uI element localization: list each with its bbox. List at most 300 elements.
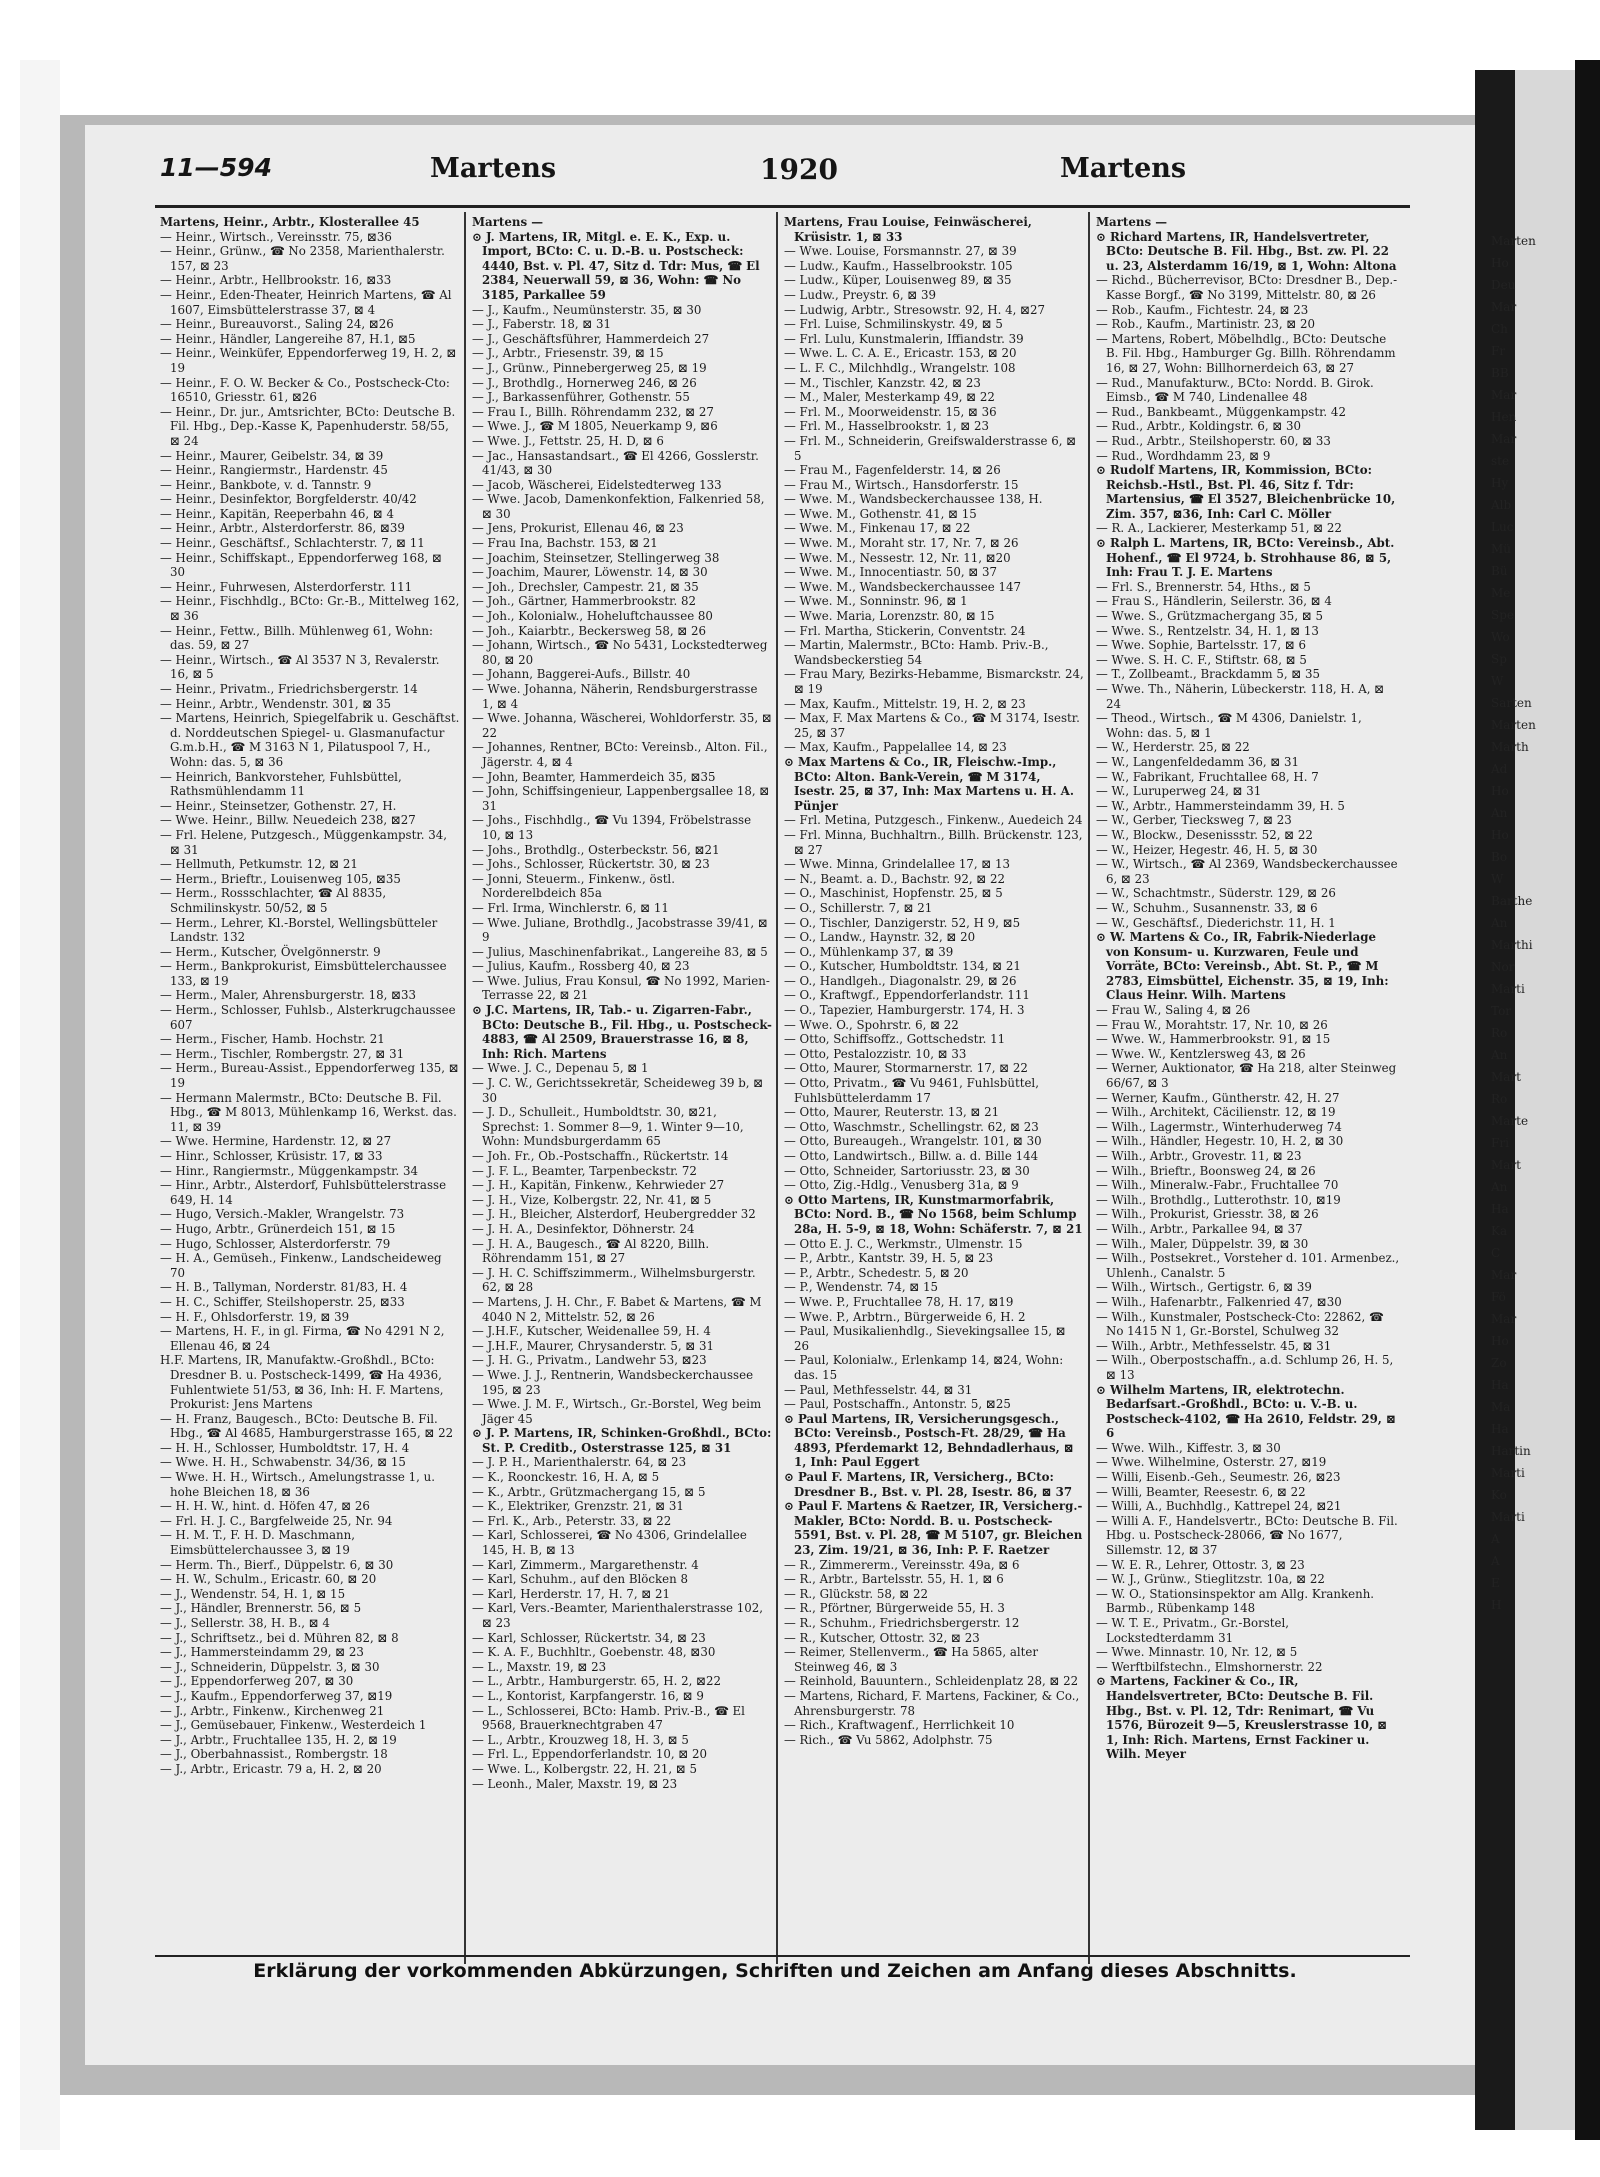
directory-entry: — W. T. E., Privatm., Gr.-Borstel, Lockstedterdamm 31 — [1096, 1616, 1290, 1645]
directory-entry: — Otto, Schneider, Sartoriusstr. 23, ⊠ 30 — [784, 1163, 1030, 1178]
adjacent-page-fragment: An — [1491, 1048, 1508, 1062]
adjacent-page-fragment: Fö — [1491, 1290, 1506, 1304]
directory-entry: — P., Wendenstr. 74, ⊠ 15 — [784, 1280, 939, 1295]
directory-entry: — Wwe. J., Fettstr. 25, H. D, ⊠ 6 — [472, 433, 664, 448]
adjacent-page-fragment: Deu — [1491, 278, 1516, 292]
directory-entry: — Johs., Brothdlg., Osterbeckstr. 56, ⊠21 — [472, 842, 720, 857]
adjacent-page-fragment: Mar — [1491, 300, 1517, 314]
directory-entry: — J., Schneiderin, Düppelstr. 3, ⊠ 30 — [160, 1659, 380, 1674]
directory-entry: — Jac., Hansastandsart., ☎ El 4266, Gosslerstr. 41/43, ⊠ 30 — [472, 448, 759, 478]
adjacent-page-fragment: Sarten — [1491, 696, 1532, 710]
directory-entry: — Heinr., Eden-Theater, Heinrich Martens, ☎ Al 1607, Eimsbüttelerstrasse 37, ⊠ 4 — [160, 287, 452, 317]
directory-entry: — Wilh., Oberpostschaffn., a.d. Schlump 26, H. 5, ⊠ 13 — [1096, 1353, 1394, 1382]
directory-entry: — Frl. S., Brennerstr. 54, Hths., ⊠ 5 — [1096, 579, 1311, 594]
directory-entry: — Wwe. Th., Näherin, Lübeckerstr. 118, H. A, ⊠ 24 — [1096, 682, 1385, 711]
directory-entry: — Wwe. S., Grützmachergang 35, ⊠ 5 — [1096, 609, 1323, 624]
directory-entry: — Karl, Herderstr. 17, H. 7, ⊠ 21 — [472, 1586, 670, 1601]
directory-entry: — Wwe. Sophie, Bartelsstr. 17, ⊠ 6 — [1096, 638, 1307, 653]
directory-entry: — J., Barkassenführer, Gothenstr. 55 — [472, 390, 690, 405]
directory-entry: — Frau Mary, Bezirks-Hebamme, Bismarckstr. 24, ⊠ 19 — [784, 667, 1084, 696]
directory-entry: — Karl, Schlosserei, ☎ No 4306, Grindelallee 145, H. B, ⊠ 13 — [472, 1528, 747, 1558]
directory-entry: — Rud., Manufakturw., BCto: Nordd. B. Girok. Eimsb., ☎ M 740, Lindenallee 48 — [1096, 375, 1374, 405]
adjacent-page-fragment: Mar — [1491, 388, 1517, 402]
directory-entry: — J., Hammersteindamm 29, ⊠ 23 — [160, 1645, 364, 1660]
directory-entry: — Otto, Waschmstr., Schellingstr. 62, ⊠ 23 — [784, 1119, 1039, 1134]
adjacent-page-fragment: Bü — [1491, 564, 1508, 578]
directory-entry: — N., Beamt. a. D., Bachstr. 92, ⊠ 22 — [784, 871, 1005, 886]
directory-entry: — J.H.F., Maurer, Chrysanderstr. 5, ⊠ 31 — [472, 1338, 714, 1353]
directory-entry: — Heinr., Arbtr., Hellbrookstr. 16, ⊠33 — [160, 273, 392, 288]
directory-entry: — Herm., Kutscher, Övelgönnerstr. 9 — [160, 944, 381, 959]
directory-entry: — J. H. G., Privatm., Landwehr 53, ⊠23 — [472, 1353, 707, 1368]
directory-entry: — Wwe. M., Sonninstr. 96, ⊠ 1 — [784, 594, 968, 609]
adjacent-page-fragment: Mü — [1491, 542, 1512, 556]
adjacent-page-fragment: An — [1491, 1180, 1508, 1194]
directory-entry: — Heinr., Kapitän, Reeperbahn 46, ⊠ 4 — [160, 506, 395, 521]
adjacent-page-fragment: C — [1491, 1246, 1501, 1260]
directory-entry: — Herm., Rossschlachter, ☎ Al 8835, Schmilinskystr. 50/52, ⊠ 5 — [160, 886, 387, 915]
directory-entry: — Hinr., Rangiermstr., Müggenkampstr. 34 — [160, 1163, 419, 1178]
directory-entry: — Johs., Schlosser, Rückertstr. 30, ⊠ 23 — [472, 857, 710, 872]
directory-entry: — Otto, Bureaugeh., Wrangelstr. 101, ⊠ 30 — [784, 1134, 1042, 1149]
directory-entry: — W., Wirtsch., ☎ Al 2369, Wandsbeckerchaussee 6, ⊠ 23 — [1096, 857, 1398, 886]
directory-entry: — K., Elektriker, Grenzstr. 21, ⊠ 31 — [472, 1499, 684, 1514]
directory-entry: — Heinr., Fischhdlg., BCto: Gr.-B., Mittelweg 162, ⊠ 36 — [160, 594, 460, 624]
directory-entry: — Frau W., Morahtstr. 17, Nr. 10, ⊠ 26 — [1096, 1017, 1328, 1032]
directory-entry: — Herm., Bureau-Assist., Eppendorferweg 135, ⊠ 19 — [160, 1061, 459, 1091]
directory-entry: — Frl. M., Schneiderin, Greifswalderstrasse 6, ⊠ 5 — [784, 433, 1077, 463]
directory-entry: — Frl. Martha, Stickerin, Conventstr. 24 — [784, 623, 1026, 638]
directory-entry: — H. A., Gemüseh., Finkenw., Landscheideweg 70 — [160, 1251, 442, 1280]
directory-entry: — Martens, Richard, F. Martens, Fackiner, & Co., Ahrensburgerstr. 78 — [784, 1688, 1080, 1718]
directory-entry: — Joh., Gärtner, Hammerbrookstr. 82 — [472, 594, 696, 609]
directory-entry: — W., Schuhm., Susannenstr. 33, ⊠ 6 — [1096, 900, 1318, 915]
directory-entry: — Herm. Th., Bierf., Düppelstr. 6, ⊠ 30 — [160, 1557, 394, 1572]
directory-entry: — Wilh., Arbtr., Methfesselstr. 45, ⊠ 31 — [1096, 1338, 1332, 1353]
directory-entry: ⊙ J.C. Martens, IR, Tab.- u. Zigarren-Fabr., BCto: Deutsche B., Fil. Hbg., u. Postscheck-4883, ☎ Al 2509, Brauerstrasse 16, ⊠ 8, Inh: Rich. Martens — [472, 1003, 772, 1061]
directory-column-1 — [160, 215, 460, 1960]
directory-entry: — W. J., Grünw., Stieglitzstr. 10a, ⊠ 22 — [1096, 1572, 1325, 1587]
directory-entry: — Wwe. Heinr., Billw. Neuedeich 238, ⊠27 — [160, 813, 416, 828]
directory-entry: — J., Eppendorferweg 207, ⊠ 30 — [160, 1674, 354, 1689]
column-divider-3 — [1088, 212, 1090, 1964]
directory-entry: — W., Blockw., Desenissstr. 52, ⊠ 22 — [1096, 827, 1313, 842]
directory-entry: — Wwe. O., Spohrstr. 6, ⊠ 22 — [784, 1017, 959, 1032]
directory-entry: — Karl, Vers.-Beamter, Marienthalerstrasse 102, ⊠ 23 — [472, 1601, 764, 1630]
directory-entry: — Jens, Prokurist, Ellenau 46, ⊠ 23 — [472, 521, 684, 536]
directory-entry: — Wilh., Hafenarbtr., Falkenried 47, ⊠30 — [1096, 1294, 1342, 1309]
directory-entry: — Martens, H. F., in gl. Firma, ☎ No 4291 N 2, Ellenau 46, ⊠ 24 — [160, 1324, 445, 1353]
directory-entry: — L., Schlosserei, BCto: Hamb. Priv.-B., ☎ El 9568, Brauerknechtgraben 47 — [472, 1703, 745, 1733]
adjacent-page-fragment: W — [1491, 872, 1504, 886]
directory-entry: — Wwe. Juliane, Brothdlg., Jacobstrasse 39/41, ⊠ 9 — [472, 915, 768, 945]
adjacent-page-fragment: Marte — [1491, 1114, 1529, 1128]
directory-entry: — Joh., Drechsler, Campestr. 21, ⊠ 35 — [472, 579, 699, 594]
directory-entry: — R., Kutscher, Ottostr. 32, ⊠ 23 — [784, 1630, 980, 1645]
directory-entry: — Frau M., Fagenfelderstr. 14, ⊠ 26 — [784, 463, 1001, 478]
directory-entry: — Hugo, Schlosser, Alsterdorferstr. 79 — [160, 1236, 391, 1251]
directory-entry: — Rud., Arbtr., Steilshoperstr. 60, ⊠ 33 — [1096, 433, 1331, 448]
directory-column-4 — [1096, 215, 1401, 1960]
directory-entry: — R., Arbtr., Bartelsstr. 55, H. 1, ⊠ 6 — [784, 1572, 1004, 1587]
directory-entry: — J., Oberbahnassist., Rombergstr. 18 — [160, 1747, 388, 1762]
directory-entry: H.F. Martens, IR, Manufaktw.-Großhdl., BCto: Dresdner B. u. Postscheck-1499, ☎ Ha 4936, Fuhlentwiete 51/53, ⊠ 36, Inh: H. F. Martens, Prokurist: Jens Martens — [160, 1353, 444, 1412]
directory-entry: — W. O., Stationsinspektor am Allg. Krankenh. Barmb., Rübenkamp 148 — [1096, 1586, 1375, 1616]
adjacent-page-fragment: Sp — [1491, 652, 1507, 666]
directory-entry: — Martens, Robert, Möbelhdlg., BCto: Deutsche B. Fil. Hbg., Hamburger Gg. Billh. Röhrendamm 16, ⊠ 27, Wohn: Billhornerdeich 63, ⊠ 27 — [1096, 331, 1396, 375]
directory-entry: — Rud., Arbtr., Koldingstr. 6, ⊠ 30 — [1096, 419, 1302, 434]
directory-entry: — Wwe. W., Kentzlersweg 43, ⊠ 26 — [1096, 1046, 1306, 1061]
directory-entry: — Otto, Landwirtsch., Billw. a. d. Bille 144 — [784, 1149, 1039, 1163]
directory-entry: — Wwe. Johanna, Wäscherei, Wohldorferstr. 35, ⊠ 22 — [472, 711, 772, 740]
directory-entry: — Rud., Wordhdamm 23, ⊠ 9 — [1096, 448, 1271, 463]
directory-entry: — Frl. Lulu, Kunstmalerin, Iffiandstr. 39 — [784, 331, 1024, 346]
directory-column-3 — [784, 215, 1084, 1960]
directory-entry: Martens — — [1096, 215, 1167, 229]
directory-entry: — Wwe. J. J., Rentnerin, Wandsbeckerchaussee 195, ⊠ 23 — [472, 1367, 754, 1397]
directory-entry: — Herm., Tischler, Rombergstr. 27, ⊠ 31 — [160, 1046, 405, 1061]
directory-entry: — O., Tischler, Danzigerstr. 52, H 9, ⊠5 — [784, 915, 1021, 930]
running-head-year: 1920 — [760, 153, 838, 186]
directory-entry: — Frl. M., Hasselbrookstr. 1, ⊠ 23 — [784, 419, 989, 434]
directory-entry: — O., Mühlenkamp 37, ⊠ 39 — [784, 944, 954, 959]
directory-entry: — Wilh., Arbtr., Parkallee 94, ⊠ 37 — [1096, 1221, 1303, 1236]
directory-entry: — Wwe. W., Hammerbrookstr. 91, ⊠ 15 — [1096, 1032, 1331, 1047]
directory-entry: — P., Arbtr., Schedestr. 5, ⊠ 20 — [784, 1265, 969, 1280]
adjacent-page-fragment: Nor — [1491, 960, 1515, 974]
directory-entry: — Ludw., Preystr. 6, ⊠ 39 — [784, 287, 936, 302]
directory-entry: — Werner, Auktionator, ☎ Ha 218, alter Steinweg 66/67, ⊠ 3 — [1096, 1061, 1397, 1091]
directory-entry: — O., Maschinist, Hopfenstr. 25, ⊠ 5 — [784, 886, 1003, 901]
directory-entry: — R. A., Lackierer, Mesterkamp 51, ⊠ 22 — [1096, 521, 1342, 536]
adjacent-page-fragment: Spe — [1491, 608, 1515, 622]
directory-entry: — Frl. L., Eppendorferlandstr. 10, ⊠ 20 — [472, 1747, 708, 1762]
directory-entry: — Reimer, Stellenverm., ☎ Ha 5865, alter Steinweg 46, ⊠ 3 — [784, 1645, 1039, 1674]
directory-entry: — H. C., Schiffer, Steilshoperstr. 25, ⊠33 — [160, 1294, 405, 1309]
directory-column-2 — [472, 215, 772, 1960]
directory-entry: — Heinr., Privatm., Friedrichsbergerstr. 14 — [160, 682, 418, 696]
directory-entry: — Frl. Metina, Putzgesch., Finkenw., Auedeich 24 — [784, 813, 1083, 828]
directory-entry: — Willi, Eisenb.-Geh., Seumestr. 26, ⊠23 — [1096, 1470, 1341, 1485]
directory-entry: — W., Herderstr. 25, ⊠ 22 — [1096, 740, 1250, 755]
directory-entry: — Frau I., Billh. Röhrendamm 232, ⊠ 27 — [472, 404, 714, 419]
directory-entry: — Richd., Bücherrevisor, BCto: Dresdner B., Dep.-Kasse Borgf., ☎ No 3199, Mittelstr. 80, ⊠ 26 — [1096, 273, 1398, 302]
directory-entry: — Otto, Pestalozzistr. 10, ⊠ 33 — [784, 1046, 967, 1061]
directory-entry: — H. W., Schulm., Ericastr. 60, ⊠ 20 — [160, 1572, 377, 1587]
directory-entry: — J. P. H., Marienthalerstr. 64, ⊠ 23 — [472, 1455, 687, 1470]
adjacent-page-fragment: Ha — [1491, 1378, 1509, 1392]
directory-entry: — Karl, Schlosser, Rückertstr. 34, ⊠ 23 — [472, 1630, 706, 1645]
directory-entry: — Heinr., Dr. jur., Amtsrichter, BCto: Deutsche B. Fil. Hbg., Dep.-Kasse K, Papenhuderstr. 58/55, ⊠ 24 — [160, 404, 456, 448]
directory-entry: — Paul, Postschaffn., Antonstr. 5, ⊠25 — [784, 1397, 1011, 1412]
directory-entry: ⊙ Paul F. Martens & Raetzer, IR, Versicherg.-Makler, BCto: Nordd. B. u. Postscheck-5591, Bst. v. Pl. 28, ☎ M 5107, gr. Bleichen 23, Zim. 19/21, ⊠ 36, Inh: P. F. Raetzer — [784, 1499, 1083, 1558]
directory-entry: — Max, Kaufm., Pappelallee 14, ⊠ 23 — [784, 740, 1007, 755]
directory-entry: — Karl, Schuhm., auf den Blöcken 8 — [472, 1572, 688, 1587]
directory-entry: — J., Kaufm., Eppendorferweg 37, ⊠19 — [160, 1688, 393, 1703]
adjacent-page-fragment: Hen — [1491, 410, 1517, 424]
directory-entry: — Herm., Bankprokurist, Eimsbüttelerchaussee 133, ⊠ 19 — [160, 959, 447, 988]
directory-entry: — Rich., Kraftwagenf., Herrlichkeit 10 — [784, 1718, 1015, 1733]
directory-entry: — Leonh., Maler, Maxstr. 19, ⊠ 23 — [472, 1776, 678, 1791]
directory-entry: — Wwe. M., Innocentiastr. 50, ⊠ 37 — [784, 565, 998, 580]
directory-entry: — R., Zimmererm., Vereinsstr. 49a, ⊠ 6 — [784, 1557, 1020, 1572]
directory-entry: — Heinr., Wirtsch., Vereinsstr. 75, ⊠36 — [160, 229, 392, 244]
directory-entry: — Frl. Minna, Buchhaltrn., Billh. Brückenstr. 123, ⊠ 27 — [784, 827, 1083, 857]
directory-entry: — Wilh., Arbtr., Grovestr. 11, ⊠ 23 — [1096, 1149, 1302, 1163]
right-scan-edge — [1575, 60, 1600, 2140]
directory-entry: — H. H. W., hint. d. Höfen 47, ⊠ 26 — [160, 1499, 370, 1514]
directory-entry: — J., Brothdlg., Hornerweg 246, ⊠ 26 — [472, 375, 697, 390]
directory-entry: — Frau S., Händlerin, Seilerstr. 36, ⊠ 4 — [1096, 594, 1332, 609]
adjacent-page-fragment: Ho — [1491, 1334, 1509, 1348]
directory-entry: — W., Geschäftsf., Diederichstr. 11, H. 1 — [1096, 915, 1336, 930]
directory-entry: — H. Franz, Baugesch., BCto: Deutsche B. Fil. Hbg., ☎ Al 4685, Hamburgerstrasse 165, ⊠ 22 — [160, 1411, 454, 1441]
adjacent-page-fragment: ste — [1491, 454, 1510, 468]
adjacent-page-fragment: Ha — [1491, 1422, 1509, 1436]
adjacent-page-fragment: Luc — [1491, 520, 1514, 534]
directory-entry: — Wilh., Architekt, Cäcilienstr. 12, ⊠ 19 — [1096, 1105, 1336, 1120]
directory-entry: — Otto, Schiffsoffz., Gottschedstr. 11 — [784, 1032, 1006, 1047]
adjacent-page-fragment: Wo — [1491, 630, 1510, 644]
directory-entry: — Reinhold, Bauuntern., Schleidenplatz 28, ⊠ 22 — [784, 1674, 1079, 1689]
directory-entry: — J., Wendenstr. 54, H. 1, ⊠ 15 — [160, 1586, 346, 1601]
directory-entry: — Wilh., Händler, Hegestr. 10, H. 2, ⊠ 30 — [1096, 1134, 1344, 1149]
adjacent-page-fragment: Me — [1491, 586, 1511, 600]
directory-entry: — Jonni, Steuerm., Finkenw., östl. Norderelbdeich 85a — [472, 871, 675, 901]
directory-entry: — Paul, Kolonialw., Erlenkamp 14, ⊠24, Wohn: das. 15 — [784, 1353, 1064, 1382]
directory-entry: — R., Schuhm., Friedrichsbergerstr. 12 — [784, 1616, 1020, 1630]
directory-entry: — Heinrich, Bankvorsteher, Fuhlsbüttel, Rathsmühlendamm 11 — [160, 769, 402, 799]
directory-entry: — Frl. Irma, Winchlerstr. 6, ⊠ 11 — [472, 900, 669, 915]
directory-entry: — Otto, Maurer, Stormarnerstr. 17, ⊠ 22 — [784, 1061, 1028, 1076]
directory-entry: ⊙ Ralph L. Martens, IR, BCto: Vereinsb., Abt. Hohenf., ☎ El 9724, b. Strohhause 86, ⊠ 5, Inh: Frau T. J. E. Martens — [1096, 536, 1395, 580]
directory-entry: — J. C. W., Gerichtssekretär, Scheideweg 39 b, ⊠ 30 — [472, 1076, 764, 1105]
directory-entry: — Wilh., Prokurist, Griesstr. 38, ⊠ 26 — [1096, 1207, 1319, 1222]
directory-entry: — Wwe. Hermine, Hardenstr. 12, ⊠ 27 — [160, 1134, 392, 1149]
directory-entry: — W. E. R., Lehrer, Ottostr. 3, ⊠ 23 — [1096, 1557, 1305, 1572]
directory-entry: — J., Arbtr., Finkenw., Kirchenweg 21 — [160, 1703, 385, 1718]
directory-entry: — Wwe. Minnastr. 10, Nr. 12, ⊠ 5 — [1096, 1645, 1298, 1660]
footer-rule — [155, 1955, 1410, 1957]
directory-entry: — L. F. C., Milchhdlg., Wrangelstr. 108 — [784, 360, 1016, 375]
directory-entry: — Herm., Fischer, Hamb. Hochstr. 21 — [160, 1032, 385, 1047]
directory-entry: — O., Schillerstr. 7, ⊠ 21 — [784, 900, 933, 915]
directory-entry: — Joachim, Maurer, Löwenstr. 14, ⊠ 30 — [472, 565, 708, 580]
directory-entry: — Frl. Helene, Putzgesch., Müggenkampstr. 34, ⊠ 31 — [160, 827, 447, 857]
directory-entry: — Paul, Methfesselstr. 44, ⊠ 31 — [784, 1382, 973, 1397]
directory-entry: — K. A. F., Buchhltr., Goebenstr. 48, ⊠30 — [472, 1645, 716, 1660]
directory-entry: — Wilh., Wirtsch., Gertigstr. 6, ⊠ 39 — [1096, 1280, 1312, 1295]
adjacent-page-fragment: Ho — [1491, 828, 1509, 842]
directory-entry: — Johann, Baggerei-Aufs., Billstr. 40 — [472, 667, 691, 682]
adjacent-page-fragment: A — [1491, 1554, 1500, 1568]
directory-entry: — J.H.F., Kutscher, Weidenallee 59, H. 4 — [472, 1324, 711, 1339]
adjacent-page-fragment: Mar — [1491, 1268, 1517, 1282]
directory-entry: — Hinr., Schlosser, Krüsistr. 17, ⊠ 33 — [160, 1149, 383, 1163]
directory-entry: — Heinr., Bureauvorst., Saling 24, ⊠26 — [160, 317, 394, 332]
adjacent-page-fragment: Marthi — [1491, 938, 1533, 952]
directory-entry: — J. D., Schulleit., Humboldtstr. 30, ⊠21, Sprechst: 1. Sommer 8—9, 1. Winter 9—10, Wohn: Mundsburgerdamm 65 — [472, 1105, 744, 1149]
page-number: 11—594 — [160, 153, 272, 182]
adjacent-page-fragment: Ro — [1491, 1026, 1508, 1040]
directory-entry: — Wwe. Wilh., Kiffestr. 3, ⊠ 30 — [1096, 1440, 1281, 1455]
directory-entry: — Frau Ina, Bachstr. 153, ⊠ 21 — [472, 536, 658, 551]
directory-entry: — J. F. L., Beamter, Tarpenbeckstr. 72 — [472, 1163, 697, 1178]
directory-entry: — Karl, Zimmerm., Margarethenstr. 4 — [472, 1557, 699, 1572]
directory-entry: — Heinr., Maurer, Geibelstr. 34, ⊠ 39 — [160, 448, 384, 463]
directory-entry: — P., Arbtr., Kantstr. 39, H. 5, ⊠ 23 — [784, 1251, 994, 1266]
directory-entry: — Julius, Kaufm., Rossberg 40, ⊠ 23 — [472, 959, 690, 974]
directory-entry: — J., Händler, Brennerstr. 56, ⊠ 5 — [160, 1601, 362, 1616]
column-divider-2 — [776, 212, 778, 1964]
directory-entry: ⊙ J. P. Martens, IR, Schinken-Großhdl., BCto: St. P. Creditb., Osterstrasse 125, ⊠ 31 — [472, 1426, 772, 1455]
directory-entry: — Wwe. J., ☎ M 1805, Neuerkamp 9, ⊠6 — [472, 419, 718, 434]
directory-entry: — Frau M., Wirtsch., Hansdorferstr. 15 — [784, 477, 1019, 492]
adjacent-page-fragment: An — [1491, 806, 1508, 820]
directory-entry: — Werner, Kaufm., Güntherstr. 42, H. 27 — [1096, 1090, 1340, 1105]
directory-entry: — Herm., Maler, Ahrensburgerstr. 18, ⊠33 — [160, 988, 416, 1003]
directory-entry: — Joh., Kaiarbtr., Beckersweg 58, ⊠ 26 — [472, 623, 707, 638]
directory-entry: — Wwe. M., Moraht str. 17, Nr. 7, ⊠ 26 — [784, 536, 1019, 551]
adjacent-page-fragment: Hy — [1491, 476, 1509, 490]
directory-entry: — O., Kraftwgf., Eppendorferlandstr. 111 — [784, 988, 1030, 1003]
adjacent-page-fragment: Ho — [1491, 784, 1509, 798]
directory-entry: — Heinr., Wirtsch., ☎ Al 3537 N 3, Revalerstr. 16, ⊠ 5 — [160, 652, 440, 682]
header-rule — [155, 205, 1410, 208]
directory-entry: — Heinr., Desinfektor, Borgfelderstr. 40/42 — [160, 492, 417, 507]
page-header — [160, 153, 1410, 197]
directory-entry: — L., Arbtr., Hamburgerstr. 65, H. 2, ⊠22 — [472, 1674, 721, 1689]
directory-entry: — J., Arbtr., Ericastr. 79 a, H. 2, ⊠ 20 — [160, 1761, 382, 1776]
adjacent-page-fragment: E — [1491, 1576, 1500, 1590]
directory-entry: — Ludw., Kaufm., Hasselbrookstr. 105 — [784, 258, 1013, 273]
adjacent-page-text — [1491, 230, 1561, 2030]
directory-entry: — Heinr., Bankbote, v. d. Tannstr. 9 — [160, 477, 372, 492]
directory-entry: — J. H. C. Schiffszimmerm., Wilhelmsburgerstr. 62, ⊠ 28 — [472, 1265, 756, 1295]
directory-entry: — Wwe. J. C., Depenau 5, ⊠ 1 — [472, 1061, 649, 1076]
directory-entry: — W., Luruperweg 24, ⊠ 31 — [1096, 784, 1262, 799]
directory-entry: — Wilh., Brieftr., Boonsweg 24, ⊠ 26 — [1096, 1163, 1316, 1178]
directory-entry: Martens — — [472, 215, 543, 229]
directory-entry: — J. H., Bleicher, Alsterdorf, Heubergredder 32 — [472, 1207, 756, 1222]
adjacent-page-fragment: Mar — [1491, 432, 1517, 446]
directory-entry: — Wwe. S. H. C. F., Stiftstr. 68, ⊠ 5 — [1096, 652, 1307, 667]
column-divider-1 — [464, 212, 466, 1964]
directory-entry: — Heinr., Arbtr., Wendenstr. 301, ⊠ 35 — [160, 696, 391, 711]
directory-entry: — H. M. T., F. H. D. Maschmann, Eimsbüttelerchaussee 3, ⊠ 19 — [160, 1528, 356, 1558]
directory-entry: — Heinr., Fettw., Billh. Mühlenweg 61, Wohn: das. 59, ⊠ 27 — [160, 623, 433, 653]
directory-entry: — J., Schriftsetz., bei d. Mühren 82, ⊠ 8 — [160, 1630, 399, 1645]
adjacent-page-fragment: Ka — [1491, 1224, 1508, 1238]
directory-entry: — Wwe. Maria, Lorenzstr. 80, ⊠ 15 — [784, 609, 995, 624]
directory-entry: — Wwe. Johanna, Näherin, Rendsburgerstrasse 1, ⊠ 4 — [472, 682, 758, 711]
directory-entry: — Wwe. M., Wandsbeckerchaussee 138, H. — [784, 492, 1043, 507]
directory-entry: — Johannes, Rentner, BCto: Vereinsb., Alton. Fil., Jägerstr. 4, ⊠ 4 — [472, 740, 768, 769]
directory-entry: — Wwe. Jacob, Damenkonfektion, Falkenried 58, ⊠ 30 — [472, 492, 765, 521]
directory-entry: — Heinr., Schiffskapt., Eppendorferweg 168, ⊠ 30 — [160, 550, 442, 580]
directory-entry: — J., Arbtr., Friesenstr. 39, ⊠ 15 — [472, 346, 664, 361]
directory-entry: — R., Pförtner, Bürgerweide 55, H. 3 — [784, 1601, 1005, 1616]
adjacent-page-fragment: Mart — [1491, 1070, 1521, 1084]
directory-entry: — Heinr., Steinsetzer, Gothenstr. 27, H. — [160, 798, 397, 813]
directory-entry: — M., Tischler, Kanzstr. 42, ⊠ 23 — [784, 375, 981, 390]
directory-entry: — Otto E. J. C., Werkmstr., Ulmenstr. 15 — [784, 1236, 1023, 1251]
directory-entry: ⊙ Max Martens & Co., IR, Fleischw.-Imp., BCto: Alton. Bank-Verein, ☎ M 3174, Isestr. 25, ⊠ 37, Inh: Max Martens u. H. A. Pünjer — [784, 754, 1074, 813]
directory-entry: — W., Fabrikant, Fruchtallee 68, H. 7 — [1096, 769, 1319, 784]
adjacent-page-fragment: A — [1491, 1532, 1500, 1546]
directory-entry: — O., Landw., Haynstr. 32, ⊠ 20 — [784, 930, 976, 945]
directory-entry: — Heinr., Arbtr., Alsterdorferstr. 86, ⊠39 — [160, 521, 405, 536]
directory-entry: — H. F., Ohlsdorferstr. 19, ⊠ 39 — [160, 1309, 350, 1324]
adjacent-page-fragment: Marti — [1491, 1510, 1525, 1524]
directory-entry: — Heinr., Fuhrwesen, Alsterdorferstr. 111 — [160, 579, 413, 594]
directory-entry: — Frl. H. J. C., Bargfelweide 25, Nr. 94 — [160, 1513, 393, 1528]
directory-entry: — O., Handlgeh., Diagonalstr. 29, ⊠ 26 — [784, 973, 1017, 988]
directory-entry: ⊙ W. Martens & Co., IR, Fabrik-Niederlage von Konsum- u. Kurzwaren, Feule und Vorräte, BCto: Vereinsb., Abt. St. P., ☎ M 2783, Eimsbüttel, Eichenstr. 35, ⊠ 19, Inh: Claus Heinr. Wilh. Martens — [1096, 930, 1389, 1003]
directory-entry: — Wilh., Brothdlg., Lutterothstr. 10, ⊠19 — [1096, 1192, 1341, 1207]
directory-entry: — Herm., Brieftr., Louisenweg 105, ⊠35 — [160, 871, 401, 886]
directory-entry: — Heinr., Rangiermstr., Hardenstr. 45 — [160, 463, 388, 478]
directory-entry: — O., Tapezier, Hamburgerstr. 174, H. 3 — [784, 1003, 1025, 1018]
directory-entry: — Rich., ☎ Vu 5862, Adolphstr. 75 — [784, 1732, 993, 1747]
directory-entry: — Heinr., Geschäftsf., Schlachterstr. 7, ⊠ 11 — [160, 536, 425, 551]
directory-entry: — Wilh., Maler, Düppelstr. 39, ⊠ 30 — [1096, 1236, 1309, 1251]
adjacent-page-fragment: Mart — [1491, 1158, 1521, 1172]
directory-entry: — K., Arbtr., Grützmachergang 15, ⊠ 5 — [472, 1484, 706, 1499]
adjacent-page-fragment: Zo — [1491, 1356, 1507, 1370]
directory-entry: — Werftbilfstechn., Elmshornerstr. 22 — [1096, 1659, 1323, 1674]
directory-entry: — W., Schachtmstr., Süderstr. 129, ⊠ 26 — [1096, 886, 1336, 901]
adjacent-page-fragment: Ma — [1491, 1400, 1511, 1414]
directory-entry: — Wwe. H. H., Schwabenstr. 34/36, ⊠ 15 — [160, 1455, 406, 1470]
directory-entry: — Otto, Zig.-Hdlg., Venusberg 31a, ⊠ 9 — [784, 1178, 1019, 1193]
directory-entry: — Wwe. J. M. F., Wirtsch., Gr.-Borstel, Weg beim Jäger 45 — [472, 1397, 762, 1426]
directory-entry: — H. H., Schlosser, Humboldtstr. 17, H. 4 — [160, 1440, 410, 1455]
directory-entry: — Wwe. Wilhelmine, Osterstr. 27, ⊠19 — [1096, 1455, 1327, 1470]
directory-entry: ⊙ J. Martens, IR, Mitgl. e. E. K., Exp. u. Import, BCto: C. u. D.-B. u. Postscheck: 4440, Bst. v. Pl. 47, Sitz d. Tdr: Mus, ☎ El 2384, Neuerwall 59, ⊠ 36, Wohn: ☎ No 3185, Parkallee 59 — [472, 229, 760, 302]
directory-entry: — W., Langenfeldedamm 36, ⊠ 31 — [1096, 754, 1299, 769]
directory-entry: — Wwe. P., Arbtrn., Bürgerweide 6, H. 2 — [784, 1309, 1026, 1324]
left-scan-margin — [20, 60, 60, 2150]
directory-entry: — J. H., Vize, Kolbergstr. 22, Nr. 41, ⊠ 5 — [472, 1192, 712, 1207]
directory-entry: — Herm., Schlosser, Fuhlsb., Alsterkrugchaussee 607 — [160, 1003, 456, 1032]
directory-entry: — W., Arbtr., Hammersteindamm 39, H. 5 — [1096, 798, 1345, 813]
directory-entry: — Heinr., Grünw., ☎ No 2358, Marienthalerstr. 157, ⊠ 23 — [160, 244, 445, 273]
directory-entry: — Wwe. L. C. A. E., Ericastr. 153, ⊠ 20 — [784, 346, 1017, 361]
directory-entry: — Heinr., F. O. W. Becker & Co., Postscheck-Cto: 16510, Griesstr. 61, ⊠26 — [160, 375, 450, 405]
adjacent-page-fragment: Alb — [1491, 498, 1512, 512]
directory-entry: — J., Arbtr., Fruchtallee 135, H. 2, ⊠ 19 — [160, 1732, 397, 1747]
adjacent-page-fragment: Fr — [1491, 344, 1506, 358]
directory-entry: — Joh., Kolonialw., Hoheluftchaussee 80 — [472, 609, 713, 624]
running-head-left: Martens — [430, 153, 557, 184]
directory-entry: — Joachim, Steinsetzer, Stellingerweg 38 — [472, 550, 720, 565]
directory-entry: — J., Gemüsebauer, Finkenw., Westerdeich 1 — [160, 1718, 427, 1733]
directory-entry: — W., Heizer, Hegestr. 46, H. 5, ⊠ 30 — [1096, 842, 1318, 857]
adjacent-page-fragment: Marten — [1491, 718, 1536, 732]
directory-entry: — Hugo, Versich.-Makler, Wrangelstr. 73 — [160, 1207, 405, 1222]
directory-entry: — Martens, Heinrich, Spiegelfabrik u. Geschäftst. d. Norddeutschen Spiegel- u. Glasmanufactur G.m.b.H., ☎ M 3163 N 1, Pilatuspool 7, H., Wohn: das. 5, ⊠ 36 — [160, 711, 460, 769]
adjacent-page-fragment: Fri — [1491, 1136, 1509, 1150]
adjacent-page-fragment: An — [1491, 916, 1508, 930]
adjacent-page-fragment: BB — [1491, 366, 1509, 380]
adjacent-page-fragment: Mar — [1491, 1312, 1517, 1326]
directory-entry: — J. H., Kapitän, Finkenw., Kehrwieder 27 — [472, 1178, 725, 1193]
directory-entry: — R., Glückstr. 58, ⊠ 22 — [784, 1586, 929, 1601]
directory-entry: — Heinr., Weinküfer, Eppendorferweg 19, H. 2, ⊠ 19 — [160, 346, 457, 375]
directory-entry: — Martin, Malermstr., BCto: Hamb. Priv.-B., Wandsbeckerstieg 54 — [784, 638, 1049, 667]
directory-entry: — J., Geschäftsführer, Hammerdeich 27 — [472, 331, 710, 346]
